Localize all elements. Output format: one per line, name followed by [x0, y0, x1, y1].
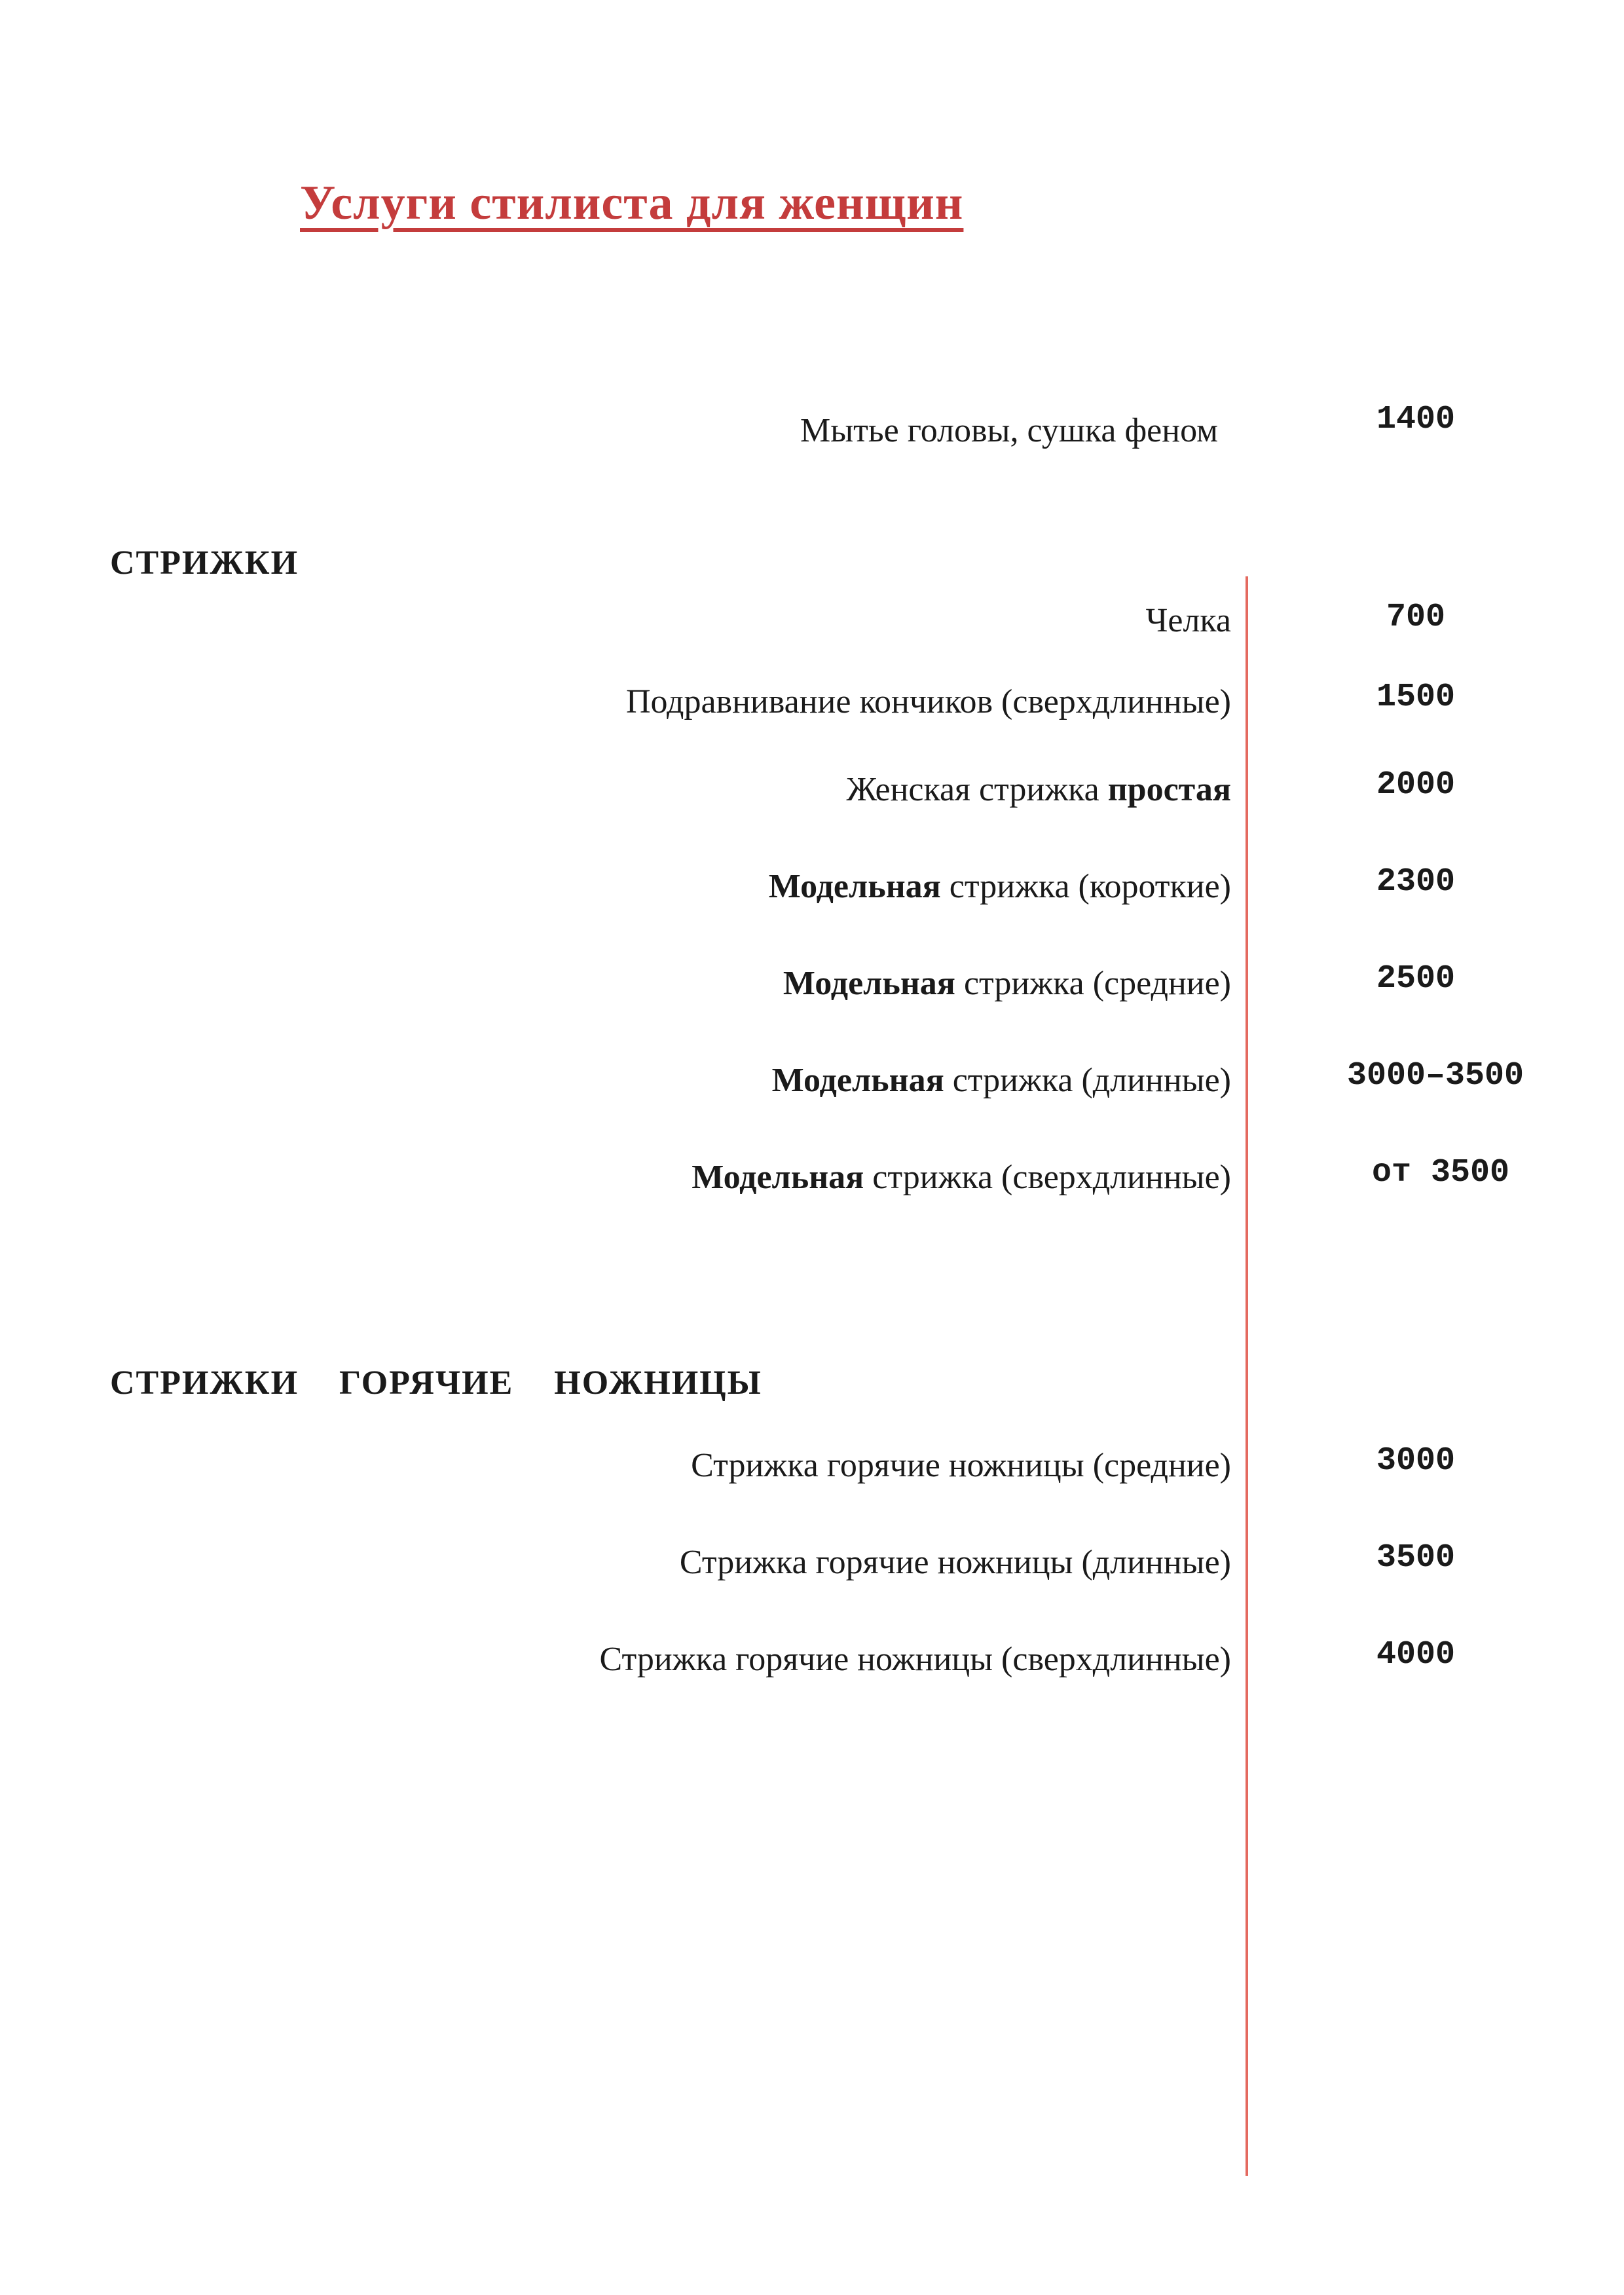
- column-divider: [1246, 576, 1248, 2176]
- service-row: Стрижка горячие ножницы (сверхдлинные): [599, 1641, 1231, 1678]
- page-title: Услуги стилиста для женщин: [300, 176, 964, 230]
- service-row: Стрижка горячие ножницы (средние): [691, 1447, 1231, 1484]
- service-row: Челка: [1145, 602, 1231, 639]
- service-wash-dry: [800, 414, 1218, 448]
- service-price: 2300: [1376, 863, 1456, 901]
- service-price: 2500: [1376, 960, 1456, 998]
- section-heading-hot-scissors: СТРИЖКИ ГОРЯЧИЕ НОЖНИЦЫ: [110, 1364, 762, 1402]
- service-row: Модельная стрижка (сверхдлинные): [692, 1159, 1231, 1196]
- service-price: 3000–3500: [1346, 1057, 1524, 1094]
- service-row: Женская стрижка простая: [846, 771, 1231, 808]
- service-row: Модельная стрижка (короткие): [768, 868, 1231, 905]
- service-price: 700: [1386, 599, 1445, 636]
- service-price: 1500: [1376, 679, 1456, 716]
- service-row: Модельная стрижка (средние): [783, 965, 1231, 1002]
- service-row: Модельная стрижка (длинные): [771, 1062, 1231, 1099]
- service-price: 2000: [1376, 766, 1456, 804]
- section-heading-haircuts: СТРИЖКИ: [110, 544, 299, 582]
- service-price: 3500: [1376, 1539, 1456, 1577]
- service-price: 3000: [1376, 1442, 1456, 1480]
- service-price: от 3500: [1371, 1154, 1510, 1191]
- service-row: Стрижка горячие ножницы (длинные): [679, 1544, 1231, 1581]
- service-name: Мытье головы, сушка феном: [800, 412, 1218, 449]
- service-price: 1400: [1376, 401, 1456, 438]
- service-row: Подравнивание кончиков (сверхдлинные): [625, 683, 1231, 720]
- service-price: 4000: [1376, 1636, 1456, 1673]
